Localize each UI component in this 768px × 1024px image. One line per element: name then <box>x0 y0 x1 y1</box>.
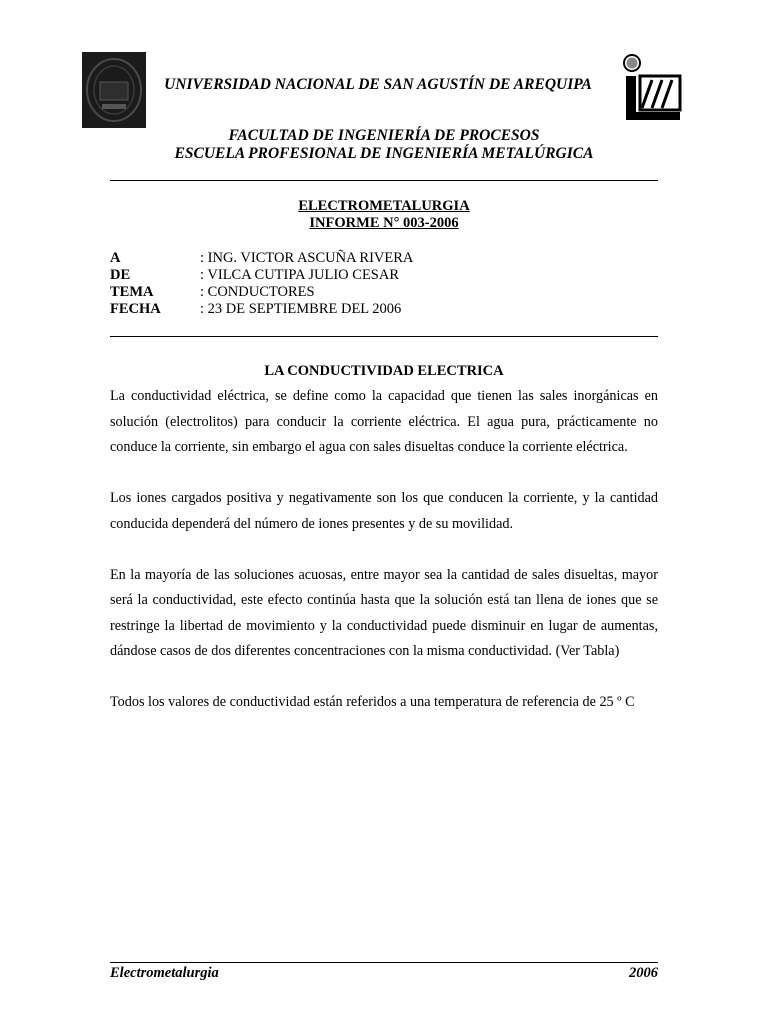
paragraph: En la mayoría de las soluciones acuosas, entre mayor sea la cantidad de sales disueltas, mayor será la conductividad, este efecto continúa hasta que la solución está tan llena de iones que se restringe la libertad de movimiento y la conductividad puede disminuir en lugar de aumentas, dándose casos de dos diferentes concentraciones con la misma conductividad. (Ver Tabla) <box>110 566 658 659</box>
memo-value: : 23 DE SEPTIEMBRE DEL 2006 <box>200 301 402 317</box>
memo-divider <box>110 336 658 337</box>
paragraph: Los iones cargados positiva y negativamente son los que conducen la corriente, y la cantidad conducida dependerá del número de iones presentes y de su movilidad. <box>110 490 658 532</box>
faculty-name: FACULTAD DE INGENIERÍA DE PROCESOS <box>228 127 540 144</box>
memo-row-date <box>110 301 658 318</box>
memo-fields <box>110 250 658 318</box>
section-body <box>110 384 658 741</box>
memo-value: : ING. VICTOR ASCUÑA RIVERA <box>200 250 414 266</box>
faculty-block <box>110 127 658 163</box>
paragraph: Todos los valores de conductividad están referidos a una temperatura de referencia de 25 º C <box>110 694 635 710</box>
footer-divider <box>110 962 658 963</box>
footer-year: 2006 <box>629 965 658 981</box>
memo-row-to <box>110 250 658 267</box>
department-logo-icon <box>620 54 682 124</box>
section-title: LA CONDUCTIVIDAD ELECTRICA <box>264 363 504 379</box>
memo-key: TEMA <box>110 284 154 300</box>
footer-course: Electrometalurgia <box>110 965 219 981</box>
header-divider <box>110 180 658 181</box>
paragraph: La conductividad eléctrica, se define como la capacidad que tienen las sales inorgánicas en solución (electrolitos) para conducir la corriente eléctrica. El agua pura, prácticamente no conduce la corriente, sin embargo el agua con sales disueltas conduce la corriente eléctrica. <box>110 388 658 455</box>
memo-value: : VILCA CUTIPA JULIO CESAR <box>200 267 400 283</box>
memo-row-from <box>110 267 658 284</box>
memo-key: A <box>110 250 121 266</box>
memo-row-topic <box>110 284 658 301</box>
memo-key: DE <box>110 267 131 283</box>
university-name: UNIVERSIDAD NACIONAL DE SAN AGUSTÍN DE AREQUIPA <box>164 76 592 93</box>
report-number: INFORME N° 003-2006 <box>309 215 459 231</box>
memo-value: : CONDUCTORES <box>200 284 315 300</box>
report-title <box>110 198 658 232</box>
course-title: ELECTROMETALURGIA <box>298 198 470 214</box>
page-footer <box>110 965 658 982</box>
university-seal-icon <box>82 52 146 128</box>
memo-key: FECHA <box>110 301 161 317</box>
school-name: ESCUELA PROFESIONAL DE INGENIERÍA METALÚRGICA <box>174 145 594 162</box>
